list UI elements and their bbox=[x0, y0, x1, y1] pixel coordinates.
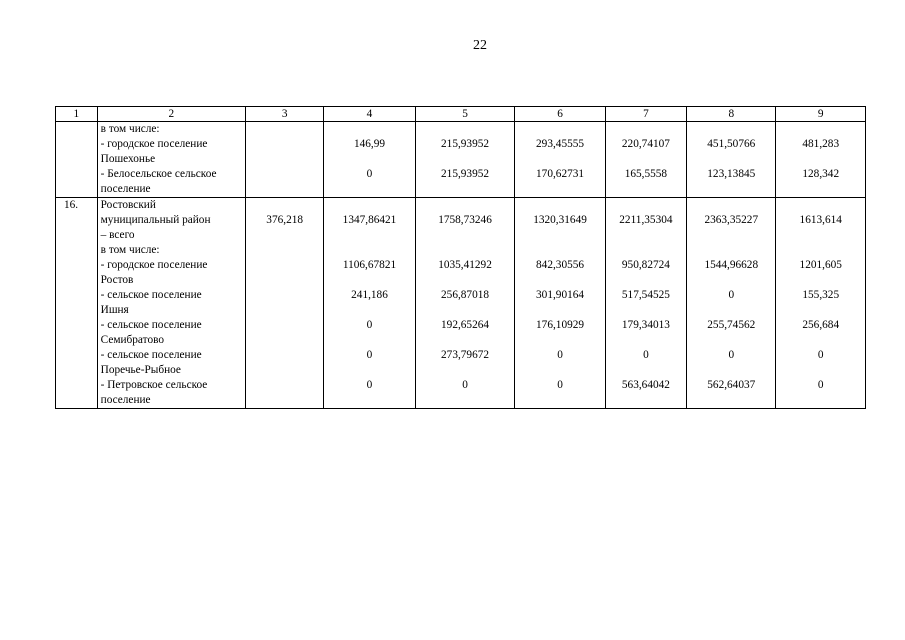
row-number-cell bbox=[56, 122, 98, 198]
cell-value bbox=[776, 198, 865, 213]
table-row bbox=[56, 198, 866, 409]
cell-value bbox=[246, 303, 323, 318]
cell-value: 0 bbox=[366, 319, 373, 331]
cell-value bbox=[776, 228, 865, 243]
cell-value bbox=[606, 333, 686, 348]
cell-value bbox=[246, 137, 323, 152]
cell-value bbox=[515, 152, 604, 167]
cell-value bbox=[515, 243, 604, 258]
cell-value bbox=[776, 363, 865, 378]
value-cell-col4 bbox=[324, 198, 415, 409]
cell-value: 123,13845 bbox=[707, 168, 756, 180]
cell-value: 376,218 bbox=[266, 214, 304, 226]
cell-value bbox=[324, 303, 414, 318]
data-table bbox=[55, 106, 866, 409]
cell-value: 0 bbox=[366, 379, 373, 391]
value-cell-col5 bbox=[415, 122, 515, 198]
value-cell-col9 bbox=[776, 198, 866, 409]
cell-value bbox=[606, 243, 686, 258]
row-label-line: - Белосельское сельское bbox=[100, 168, 217, 180]
cell-value bbox=[515, 122, 604, 137]
cell-value: 215,93952 bbox=[441, 168, 490, 180]
cell-value: 1035,41292 bbox=[438, 259, 492, 271]
cell-value: 293,45555 bbox=[536, 138, 585, 150]
row-label-line: - городское поселение bbox=[100, 259, 208, 271]
cell-value bbox=[606, 393, 686, 408]
cell-value bbox=[416, 363, 515, 378]
row-label-line: - сельское поселение bbox=[100, 349, 202, 361]
header-cell-6: 6 bbox=[515, 107, 605, 122]
cell-value: 220,74107 bbox=[621, 138, 670, 150]
header-cell-5: 5 bbox=[415, 107, 515, 122]
cell-value bbox=[606, 152, 686, 167]
cell-value bbox=[324, 182, 414, 197]
cell-value: 0 bbox=[817, 379, 824, 391]
cell-value: 256,87018 bbox=[441, 289, 490, 301]
header-row bbox=[56, 107, 866, 122]
cell-value: 950,82724 bbox=[621, 259, 670, 271]
value-cell-col3 bbox=[246, 122, 324, 198]
row-label-line: – всего bbox=[100, 229, 135, 241]
cell-value: 256,684 bbox=[802, 319, 840, 331]
row-number-cell bbox=[56, 198, 98, 409]
row-label-cell bbox=[97, 198, 245, 409]
row-number: 16. bbox=[64, 199, 79, 211]
value-cell-col3 bbox=[246, 198, 324, 409]
cell-value: 0 bbox=[817, 349, 824, 361]
header-cell-2: 2 bbox=[97, 107, 245, 122]
cell-value bbox=[416, 303, 515, 318]
cell-value bbox=[515, 273, 604, 288]
cell-value bbox=[246, 258, 323, 273]
cell-value bbox=[776, 122, 865, 137]
cell-value bbox=[246, 152, 323, 167]
cell-value: 146,99 bbox=[353, 138, 386, 150]
cell-value bbox=[687, 393, 775, 408]
row-label-line: в том числе: bbox=[100, 123, 160, 135]
row-label-cell bbox=[97, 122, 245, 198]
cell-value bbox=[776, 333, 865, 348]
cell-value bbox=[687, 273, 775, 288]
cell-value bbox=[246, 122, 323, 137]
header-cell-1: 1 bbox=[56, 107, 98, 122]
cell-value: 170,62731 bbox=[536, 168, 585, 180]
cell-value bbox=[416, 228, 515, 243]
header-cell-9: 9 bbox=[776, 107, 866, 122]
value-cell-col6 bbox=[515, 198, 605, 409]
cell-value bbox=[776, 152, 865, 167]
cell-value: 1106,67821 bbox=[342, 259, 397, 271]
cell-value bbox=[515, 198, 604, 213]
cell-value: 192,65264 bbox=[441, 319, 490, 331]
cell-value bbox=[416, 152, 515, 167]
cell-value bbox=[416, 243, 515, 258]
cell-value bbox=[416, 273, 515, 288]
value-cell-col7 bbox=[605, 122, 686, 198]
cell-value bbox=[687, 198, 775, 213]
cell-value bbox=[324, 363, 414, 378]
cell-value bbox=[687, 243, 775, 258]
cell-value bbox=[246, 378, 323, 393]
cell-value bbox=[687, 303, 775, 318]
cell-value bbox=[687, 333, 775, 348]
cell-value: 0 bbox=[366, 168, 373, 180]
cell-value: 1613,614 bbox=[799, 214, 842, 226]
cell-value bbox=[515, 182, 604, 197]
value-cell-col8 bbox=[687, 122, 776, 198]
cell-value bbox=[687, 152, 775, 167]
cell-value: 128,342 bbox=[802, 168, 840, 180]
row-label-line: - сельское поселение bbox=[100, 289, 202, 301]
cell-value: 241,186 bbox=[351, 289, 388, 301]
cell-value bbox=[324, 273, 414, 288]
cell-value bbox=[606, 182, 686, 197]
cell-value bbox=[416, 198, 515, 213]
cell-value bbox=[515, 333, 604, 348]
cell-value: 2363,35227 bbox=[704, 214, 759, 226]
value-cell-col9 bbox=[776, 122, 866, 198]
value-cell-col4 bbox=[324, 122, 415, 198]
row-label-line: Ишня bbox=[100, 304, 129, 316]
row-label-line: - Петровское сельское bbox=[100, 379, 208, 391]
header-cell-4: 4 bbox=[324, 107, 415, 122]
cell-value: 176,10929 bbox=[536, 319, 585, 331]
cell-value: 517,54525 bbox=[621, 289, 670, 301]
cell-value bbox=[246, 182, 323, 197]
header-cell-3: 3 bbox=[246, 107, 324, 122]
cell-value bbox=[324, 122, 414, 137]
cell-value bbox=[246, 348, 323, 363]
cell-value: 2211,35304 bbox=[619, 214, 673, 226]
cell-value bbox=[416, 182, 515, 197]
cell-value bbox=[515, 363, 604, 378]
cell-value: 165,5558 bbox=[624, 168, 668, 180]
cell-value bbox=[606, 303, 686, 318]
cell-value bbox=[515, 228, 604, 243]
page-number bbox=[0, 38, 905, 54]
row-label-line: в том числе: bbox=[100, 244, 160, 256]
cell-value: 179,34013 bbox=[621, 319, 670, 331]
cell-value: 842,30556 bbox=[536, 259, 585, 271]
cell-value: 0 bbox=[557, 379, 563, 391]
cell-value: 1347,86421 bbox=[342, 214, 397, 226]
cell-value: 0 bbox=[728, 349, 735, 361]
cell-value bbox=[324, 228, 414, 243]
value-cell-col8 bbox=[687, 198, 776, 409]
cell-value bbox=[246, 243, 323, 258]
cell-value bbox=[776, 243, 865, 258]
cell-value bbox=[246, 198, 323, 213]
cell-value bbox=[246, 318, 323, 333]
row-label-line: Поречье-Рыбное bbox=[100, 364, 181, 376]
cell-value bbox=[246, 288, 323, 303]
cell-value bbox=[515, 393, 604, 408]
row-label-line: поселение bbox=[100, 394, 151, 406]
cell-value bbox=[324, 333, 414, 348]
cell-value bbox=[416, 393, 515, 408]
cell-value bbox=[606, 363, 686, 378]
value-cell-col6 bbox=[515, 122, 605, 198]
cell-value bbox=[687, 122, 775, 137]
value-cell-col5 bbox=[415, 198, 515, 409]
cell-value: 1201,605 bbox=[799, 259, 842, 271]
cell-value: 0 bbox=[366, 349, 373, 361]
row-label-line: Ростов bbox=[100, 274, 134, 286]
cell-value bbox=[416, 122, 515, 137]
cell-value: 1758,73246 bbox=[438, 214, 492, 226]
cell-value: 562,64037 bbox=[707, 379, 756, 391]
cell-value bbox=[416, 333, 515, 348]
row-label-line: - городское поселение bbox=[100, 138, 208, 150]
row-label-line: Пошехонье bbox=[100, 153, 156, 165]
cell-value bbox=[606, 198, 686, 213]
cell-value bbox=[246, 167, 323, 182]
cell-value bbox=[246, 333, 323, 348]
cell-value bbox=[687, 182, 775, 197]
cell-value: 0 bbox=[643, 349, 649, 361]
cell-value: 255,74562 bbox=[707, 319, 756, 331]
header-cell-7: 7 bbox=[605, 107, 686, 122]
cell-value: 1544,96628 bbox=[704, 259, 759, 271]
cell-value bbox=[246, 228, 323, 243]
cell-value bbox=[246, 273, 323, 288]
cell-value bbox=[687, 363, 775, 378]
cell-value bbox=[606, 228, 686, 243]
cell-value: 563,64042 bbox=[621, 379, 670, 391]
cell-value bbox=[324, 393, 414, 408]
cell-value bbox=[324, 198, 414, 213]
cell-value bbox=[515, 303, 604, 318]
cell-value bbox=[776, 303, 865, 318]
row-label-line: поселение bbox=[100, 183, 151, 195]
row-label-line: - сельское поселение bbox=[100, 319, 202, 331]
cell-value: 0 bbox=[728, 289, 735, 301]
cell-value bbox=[324, 152, 414, 167]
cell-value bbox=[687, 228, 775, 243]
cell-value: 301,90164 bbox=[536, 289, 585, 301]
value-cell-col7 bbox=[605, 198, 686, 409]
cell-value: 1320,31649 bbox=[533, 214, 587, 226]
cell-value bbox=[246, 363, 323, 378]
row-label-line: муниципальный район bbox=[100, 214, 211, 226]
cell-value: 0 bbox=[462, 379, 468, 391]
cell-value: 273,79672 bbox=[441, 349, 490, 361]
cell-value: 155,325 bbox=[802, 289, 840, 301]
cell-value bbox=[246, 393, 323, 408]
table-row bbox=[56, 122, 866, 198]
row-label-line: Семибратово bbox=[100, 334, 164, 346]
cell-value: 0 bbox=[557, 349, 563, 361]
cell-value bbox=[776, 393, 865, 408]
cell-value bbox=[324, 243, 414, 258]
header-cell-8: 8 bbox=[687, 107, 776, 122]
row-label-line: Ростовский bbox=[100, 199, 156, 211]
cell-value bbox=[776, 182, 865, 197]
cell-value bbox=[606, 122, 686, 137]
cell-value: 481,283 bbox=[802, 138, 840, 150]
cell-value: 451,50766 bbox=[707, 138, 756, 150]
page-number-text: 22 bbox=[473, 38, 487, 53]
cell-value: 215,93952 bbox=[441, 138, 490, 150]
cell-value bbox=[776, 273, 865, 288]
cell-value bbox=[606, 273, 686, 288]
